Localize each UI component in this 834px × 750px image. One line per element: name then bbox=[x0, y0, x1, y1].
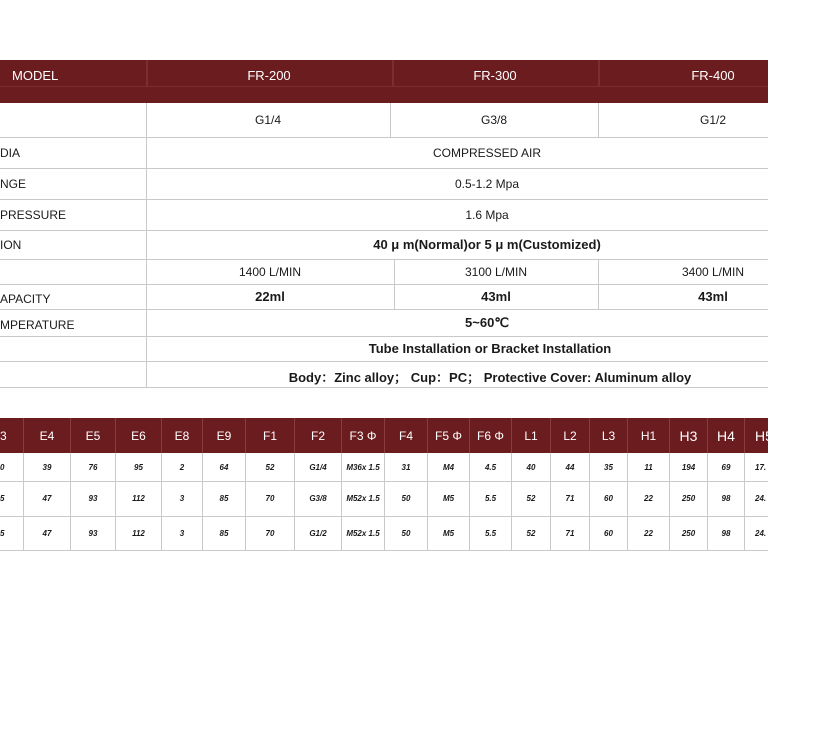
dim-header-cell: E4 bbox=[24, 418, 71, 453]
dimension-row-fr-200 bbox=[0, 453, 768, 482]
dim-header-cell: F5 Φ bbox=[428, 418, 470, 453]
dim-header-cell: H1 bbox=[628, 418, 670, 453]
spec-row-label: PRESSURE bbox=[0, 207, 67, 222]
dim-header-cell: E8 bbox=[162, 418, 203, 453]
dim-cell: 39 bbox=[24, 453, 71, 481]
dim-header-cell: 3 bbox=[0, 418, 24, 453]
model-fr-400: FR-400 bbox=[691, 68, 735, 83]
spec-value: G3/8 bbox=[480, 113, 507, 127]
dim-cell: 98 bbox=[708, 516, 745, 550]
model-label: MODEL bbox=[12, 68, 59, 83]
dim-cell: 60 bbox=[590, 481, 628, 516]
dim-cell: G1/2 bbox=[295, 516, 342, 550]
dim-cell: M5 bbox=[428, 516, 470, 550]
dimension-row-fr-300 bbox=[0, 481, 768, 517]
dim-cell: 112 bbox=[116, 481, 162, 516]
spec-row-pressure-range bbox=[0, 168, 768, 200]
dim-cell: 4.5 bbox=[470, 453, 512, 481]
dim-cell: M5 bbox=[428, 481, 470, 516]
dim-cell: 40 bbox=[512, 453, 551, 481]
spec-row-filtration bbox=[0, 230, 768, 260]
dim-cell: 70 bbox=[246, 516, 295, 550]
dim-cell: 3 bbox=[162, 481, 203, 516]
dim-cell: 47 bbox=[24, 481, 71, 516]
dim-header-cell: H5 bbox=[755, 427, 773, 444]
spec-row-flow bbox=[0, 259, 768, 285]
dim-cell: 194 bbox=[670, 453, 708, 481]
dim-cell: 112 bbox=[116, 516, 162, 550]
dim-cell: M36x 1.5 bbox=[342, 453, 385, 481]
dim-cell: 24. bbox=[755, 528, 767, 538]
model-fr-300: FR-300 bbox=[473, 68, 517, 83]
dim-cell: 52 bbox=[512, 516, 551, 550]
dim-cell: 52 bbox=[512, 481, 551, 516]
dim-cell: 93 bbox=[71, 481, 116, 516]
dimension-row-fr-400 bbox=[0, 516, 768, 551]
dim-cell: 0 bbox=[0, 453, 24, 481]
dim-cell: 22 bbox=[628, 516, 670, 550]
spec-value: 40 μ m(Normal)or 5 μ m(Customized) bbox=[373, 237, 601, 252]
dim-header-cell: E9 bbox=[203, 418, 246, 453]
dim-header-cell: F4 bbox=[385, 418, 428, 453]
spec-value: 43ml bbox=[481, 289, 511, 304]
dim-header-cell: F3 Φ bbox=[342, 418, 385, 453]
dim-cell: 5.5 bbox=[470, 481, 512, 516]
spec-value: 3400 L/MIN bbox=[681, 264, 745, 279]
spec-row-label: DIA bbox=[0, 145, 21, 160]
dim-cell: 69 bbox=[708, 453, 745, 481]
dim-cell: 95 bbox=[116, 453, 162, 481]
dim-cell: 64 bbox=[203, 453, 246, 481]
dim-header-cell: L2 bbox=[551, 418, 590, 453]
dim-cell: 70 bbox=[246, 481, 295, 516]
spec-row-installation bbox=[0, 336, 768, 362]
dim-cell: G1/4 bbox=[295, 453, 342, 481]
dim-cell: 5 bbox=[0, 481, 24, 516]
dim-cell: 2 bbox=[162, 453, 203, 481]
dim-cell: 22 bbox=[628, 481, 670, 516]
spec-row-proof-pressure bbox=[0, 199, 768, 231]
dim-header-cell: F1 bbox=[246, 418, 295, 453]
spec-row-label bbox=[0, 361, 146, 387]
dim-cell: 85 bbox=[203, 481, 246, 516]
dim-cell: 71 bbox=[551, 481, 590, 516]
dim-cell: 17. bbox=[755, 462, 767, 472]
dim-cell: 5 bbox=[0, 516, 24, 550]
dim-cell: 250 bbox=[670, 481, 708, 516]
spec-value: Body：Zinc alloy； Cup：PC； Protective Cover: Aluminum alloy bbox=[288, 369, 692, 385]
dim-cell: 31 bbox=[385, 453, 428, 481]
dim-cell: 50 bbox=[385, 481, 428, 516]
spec-row-label bbox=[0, 259, 146, 284]
dimension-table-header bbox=[0, 418, 773, 453]
spec-value: Tube Installation or Bracket Installation bbox=[368, 341, 612, 356]
dim-cell: M4 bbox=[428, 453, 470, 481]
dim-header-cell: L1 bbox=[512, 418, 551, 453]
dim-header-cell: F2 bbox=[295, 418, 342, 453]
spec-row-temperature bbox=[0, 309, 768, 337]
spec-row-material bbox=[0, 361, 768, 388]
dim-cell: M52x 1.5 bbox=[342, 481, 385, 516]
spec-row-label bbox=[0, 336, 146, 361]
dim-cell: 250 bbox=[670, 516, 708, 550]
dim-cell: M52x 1.5 bbox=[342, 516, 385, 550]
dim-cell: 24. bbox=[755, 494, 767, 503]
dim-header-cell: E6 bbox=[116, 418, 162, 453]
spec-value: G1/4 bbox=[254, 113, 281, 127]
spec-table-header bbox=[0, 60, 768, 103]
dim-cell: 50 bbox=[385, 516, 428, 550]
spec-value: 1400 L/MIN bbox=[238, 264, 302, 279]
dim-cell: 44 bbox=[551, 453, 590, 481]
spec-row-capacity bbox=[0, 284, 768, 310]
spec-row-media bbox=[0, 137, 768, 169]
dim-cell: 93 bbox=[71, 516, 116, 550]
header-band bbox=[0, 86, 768, 87]
spec-value: 5~60℃ bbox=[465, 314, 509, 330]
dim-cell: 47 bbox=[24, 516, 71, 550]
dim-cell: 60 bbox=[590, 516, 628, 550]
dim-cell: 76 bbox=[71, 453, 116, 481]
spec-value: 3100 L/MIN bbox=[464, 264, 528, 279]
spec-value: 0.5-1.2 Mpa bbox=[454, 176, 520, 191]
spec-row-label: MPERATURE bbox=[0, 317, 75, 332]
dim-cell: G3/8 bbox=[295, 481, 342, 516]
spec-row-label: NGE bbox=[0, 176, 27, 191]
spec-row-label: ION bbox=[0, 237, 22, 252]
dim-header-cell: L3 bbox=[590, 418, 628, 453]
spec-value: G1/2 bbox=[699, 113, 726, 127]
spec-row-port-size bbox=[0, 103, 768, 138]
spec-value: COMPRESSED AIR bbox=[432, 145, 542, 160]
model-fr-200: FR-200 bbox=[247, 68, 291, 83]
spec-value: 43ml bbox=[698, 289, 728, 304]
dim-cell: 3 bbox=[162, 516, 203, 550]
dim-header-cell: F6 Φ bbox=[470, 418, 512, 453]
spec-row-label: APACITY bbox=[0, 291, 51, 306]
dim-header-cell: E5 bbox=[71, 418, 116, 453]
dim-cell: 5.5 bbox=[470, 516, 512, 550]
dim-cell: 98 bbox=[708, 481, 745, 516]
spec-row-label bbox=[0, 103, 146, 137]
dim-cell: 71 bbox=[551, 516, 590, 550]
spec-value: 1.6 Mpa bbox=[465, 207, 509, 222]
dim-cell: 11 bbox=[628, 453, 670, 481]
dim-header-cell: H3 bbox=[670, 418, 708, 453]
dim-cell: 35 bbox=[590, 453, 628, 481]
dim-cell: 85 bbox=[203, 516, 246, 550]
dim-cell: 52 bbox=[246, 453, 295, 481]
dim-header-cell: H4 bbox=[708, 418, 745, 453]
spec-value: 22ml bbox=[255, 289, 285, 304]
